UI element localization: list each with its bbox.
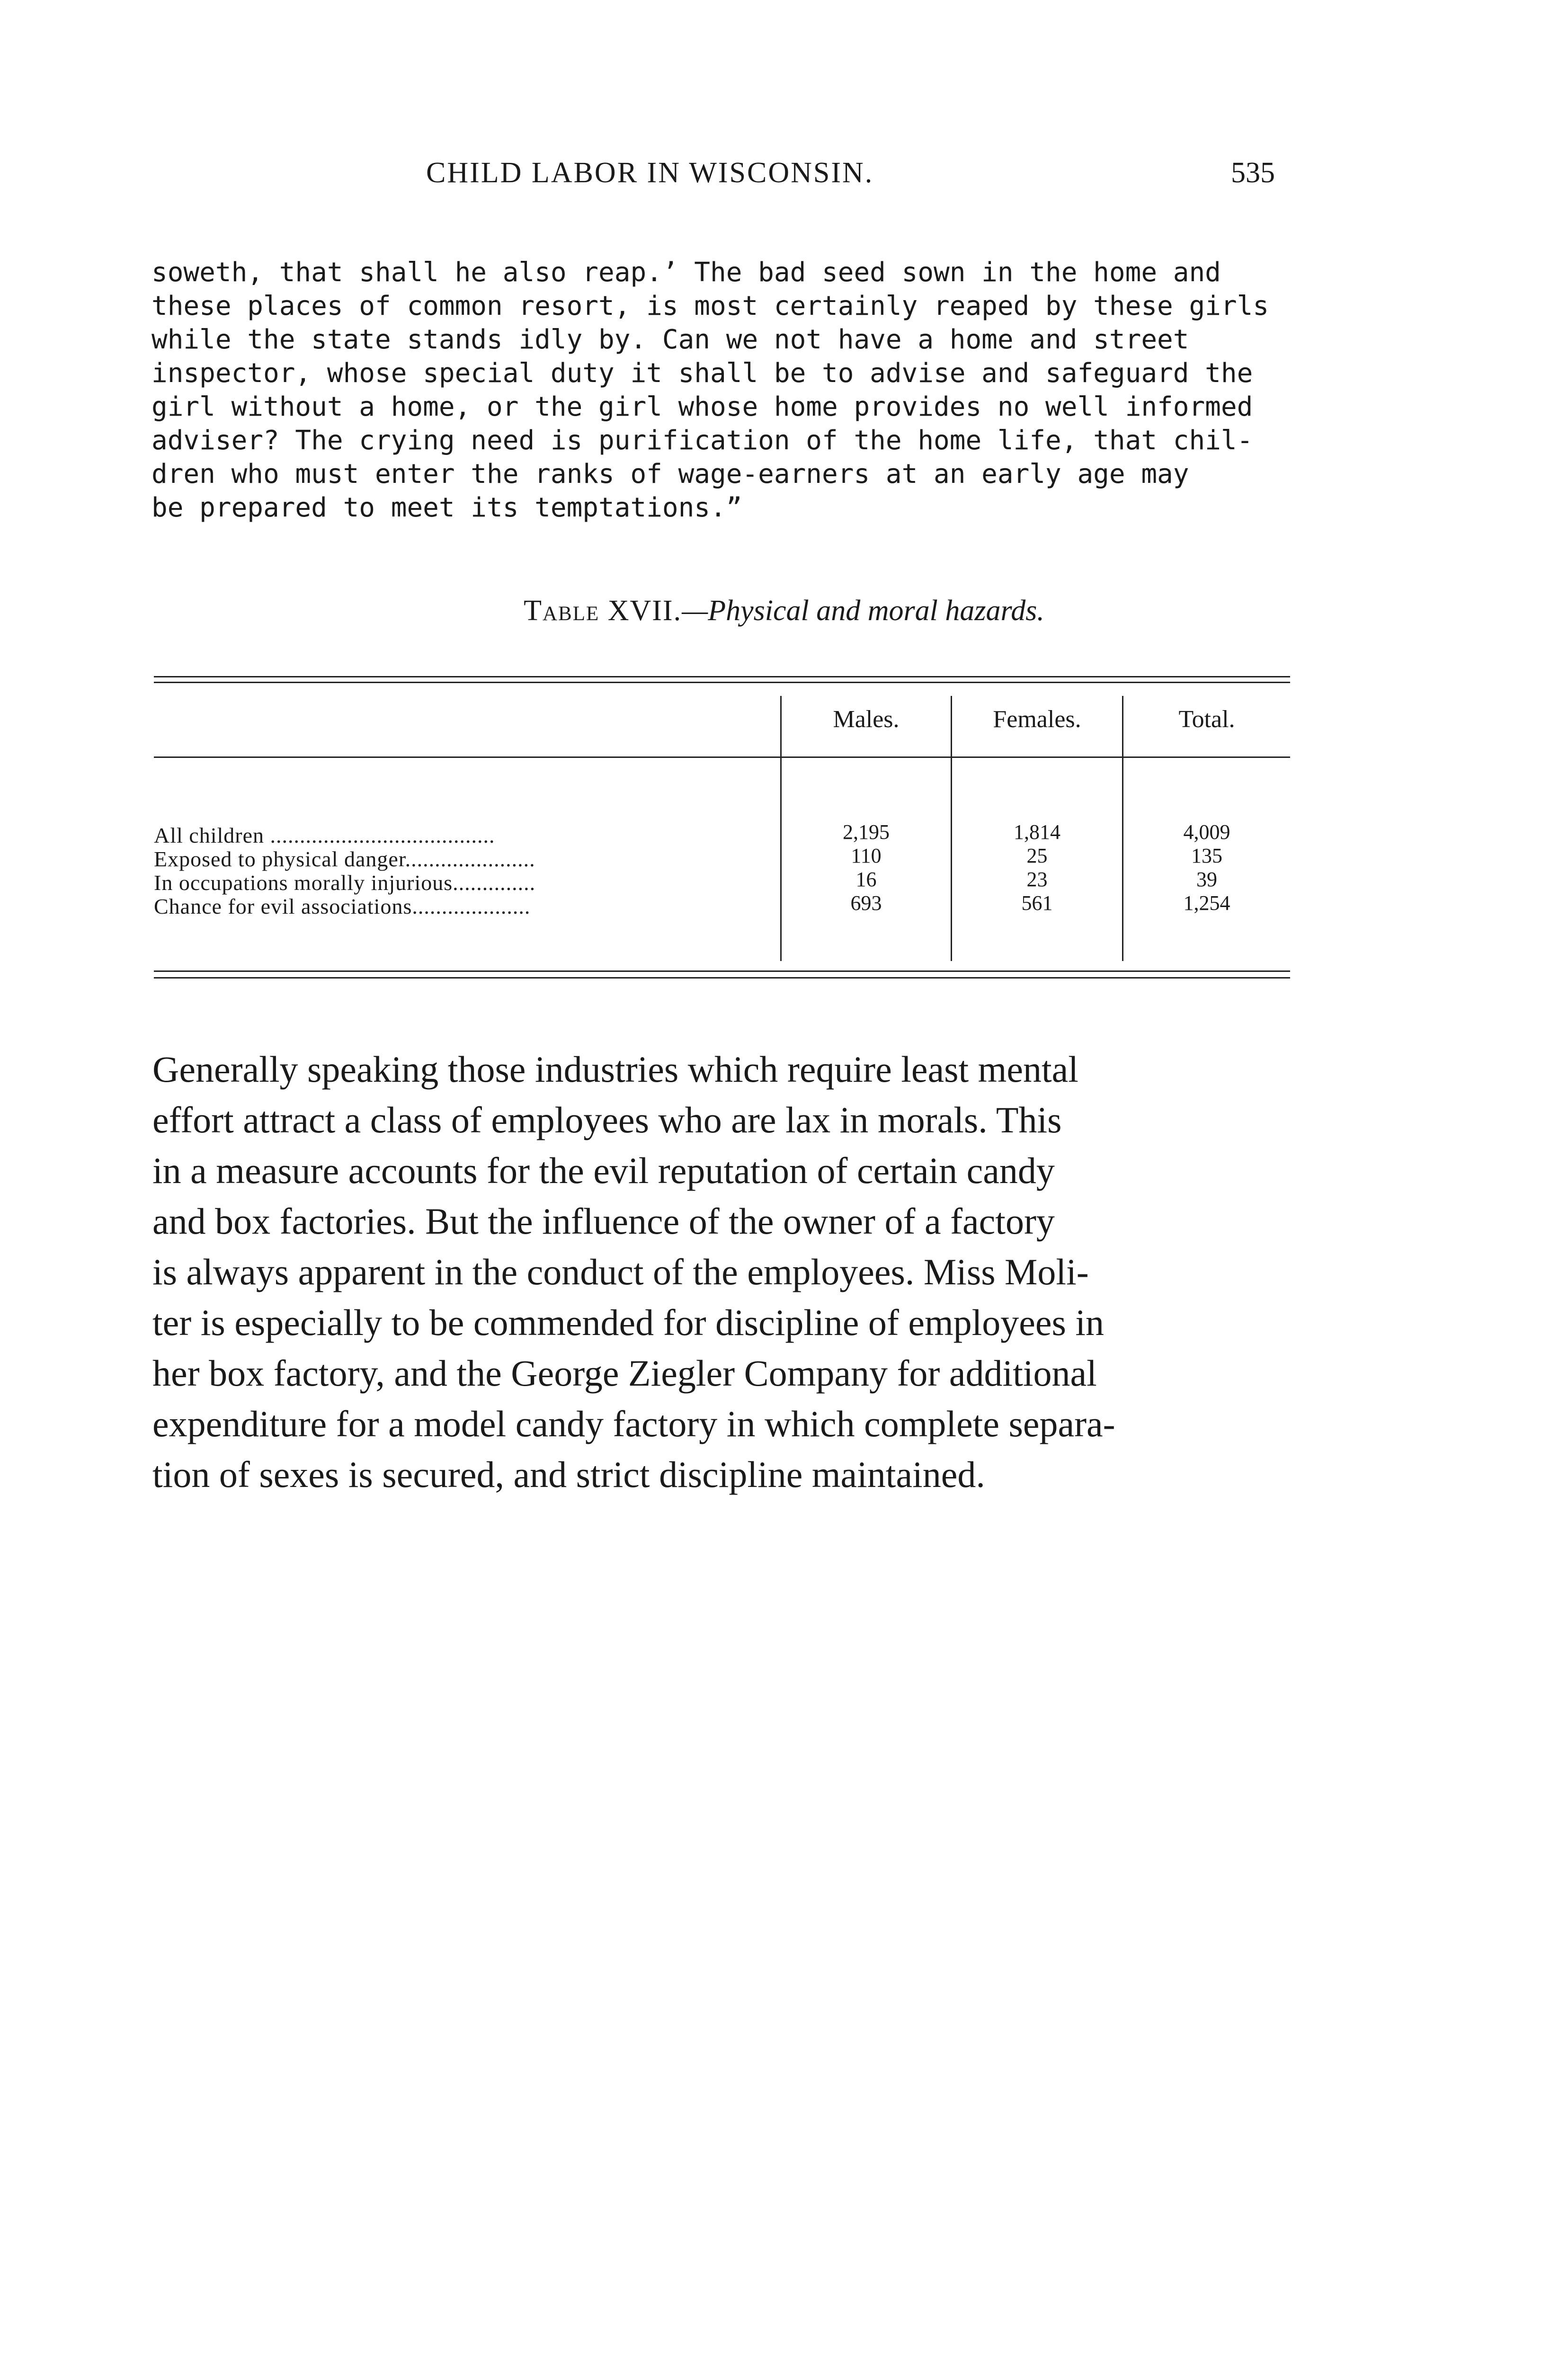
table-top-rule (154, 682, 1290, 683)
table-cell: 693 (850, 891, 882, 915)
paragraph-line: effort attract a class of employees who are lax in morals. This (152, 1099, 1062, 1140)
paragraph-line: ter is especially to be commended for discipline of employees in (152, 1302, 1105, 1343)
paragraph-line: is always apparent in the conduct of the employees. Miss Moli- (152, 1251, 1089, 1292)
table-caption (0, 594, 1568, 628)
quote-line: adviser? The crying need is purification of the home life, that chil- (151, 425, 1253, 456)
row-label: Exposed to physical danger...................... (154, 847, 535, 871)
paragraph-line: her box factory, and the George Ziegler Company for additional (152, 1353, 1097, 1394)
table-cell: 1,814 (1014, 820, 1060, 844)
body-paragraph (152, 1044, 1308, 1500)
column-header-females: Females. (993, 706, 1081, 733)
table-cell: 110 (851, 844, 882, 867)
table-cell: 16 (855, 868, 877, 891)
table-caption-title: —Physical and moral hazards. (682, 595, 1044, 627)
quote-line: while the state stands idly by. Can we not have a home and street (151, 324, 1189, 355)
table-top-rule (154, 676, 1290, 677)
paragraph-line: Generally speaking those industries which require least mental (152, 1049, 1078, 1090)
paragraph-line: tion of sexes is secured, and strict discipline maintained. (152, 1454, 985, 1495)
table-cell: 25 (1026, 844, 1048, 867)
row-label: All children ...................................... (154, 823, 495, 847)
paragraph-line: expenditure for a model candy factory in which complete separa- (152, 1403, 1115, 1444)
table-cell: 23 (1026, 868, 1048, 891)
table-bottom-rule (154, 970, 1290, 972)
table-cell: 4,009 (1183, 820, 1230, 844)
running-title: CHILD LABOR IN WISCONSIN. (426, 157, 874, 189)
table-cell: 39 (1196, 868, 1217, 891)
quote-line: these places of common resort, is most certainly reaped by these girls (151, 291, 1269, 321)
table-cell: 2,195 (843, 820, 890, 844)
table-cell: 135 (1191, 844, 1222, 867)
page-number: 535 (1231, 157, 1275, 189)
quote-line: soweth, that shall he also reap.’ The bad seed sown in the home and (151, 257, 1221, 288)
quote-block (151, 256, 1288, 525)
table-cell: 561 (1021, 891, 1053, 915)
quote-line: girl without a home, or the girl whose home provides no well informed (151, 392, 1253, 422)
table-header-rule (154, 756, 1290, 758)
row-label: In occupations morally injurious.............. (154, 871, 536, 895)
row-label: Chance for evil associations.................... (154, 894, 531, 918)
table-caption-label: Table XVII. (524, 595, 682, 627)
column-header-total: Total. (1178, 706, 1235, 733)
quote-line: inspector, whose special duty it shall be to advise and safeguard the (151, 358, 1253, 389)
paragraph-line: in a measure accounts for the evil reputation of certain candy (152, 1150, 1055, 1191)
quote-line: dren who must enter the ranks of wage-earners at an early age may (151, 459, 1189, 489)
column-header-males: Males. (833, 706, 900, 733)
table-cell: 1,254 (1183, 891, 1230, 915)
paragraph-line: and box factories. But the influence of the owner of a factory (152, 1201, 1055, 1242)
quote-line: be prepared to meet its temptations.” (151, 492, 742, 523)
table-bottom-rule (154, 977, 1290, 979)
